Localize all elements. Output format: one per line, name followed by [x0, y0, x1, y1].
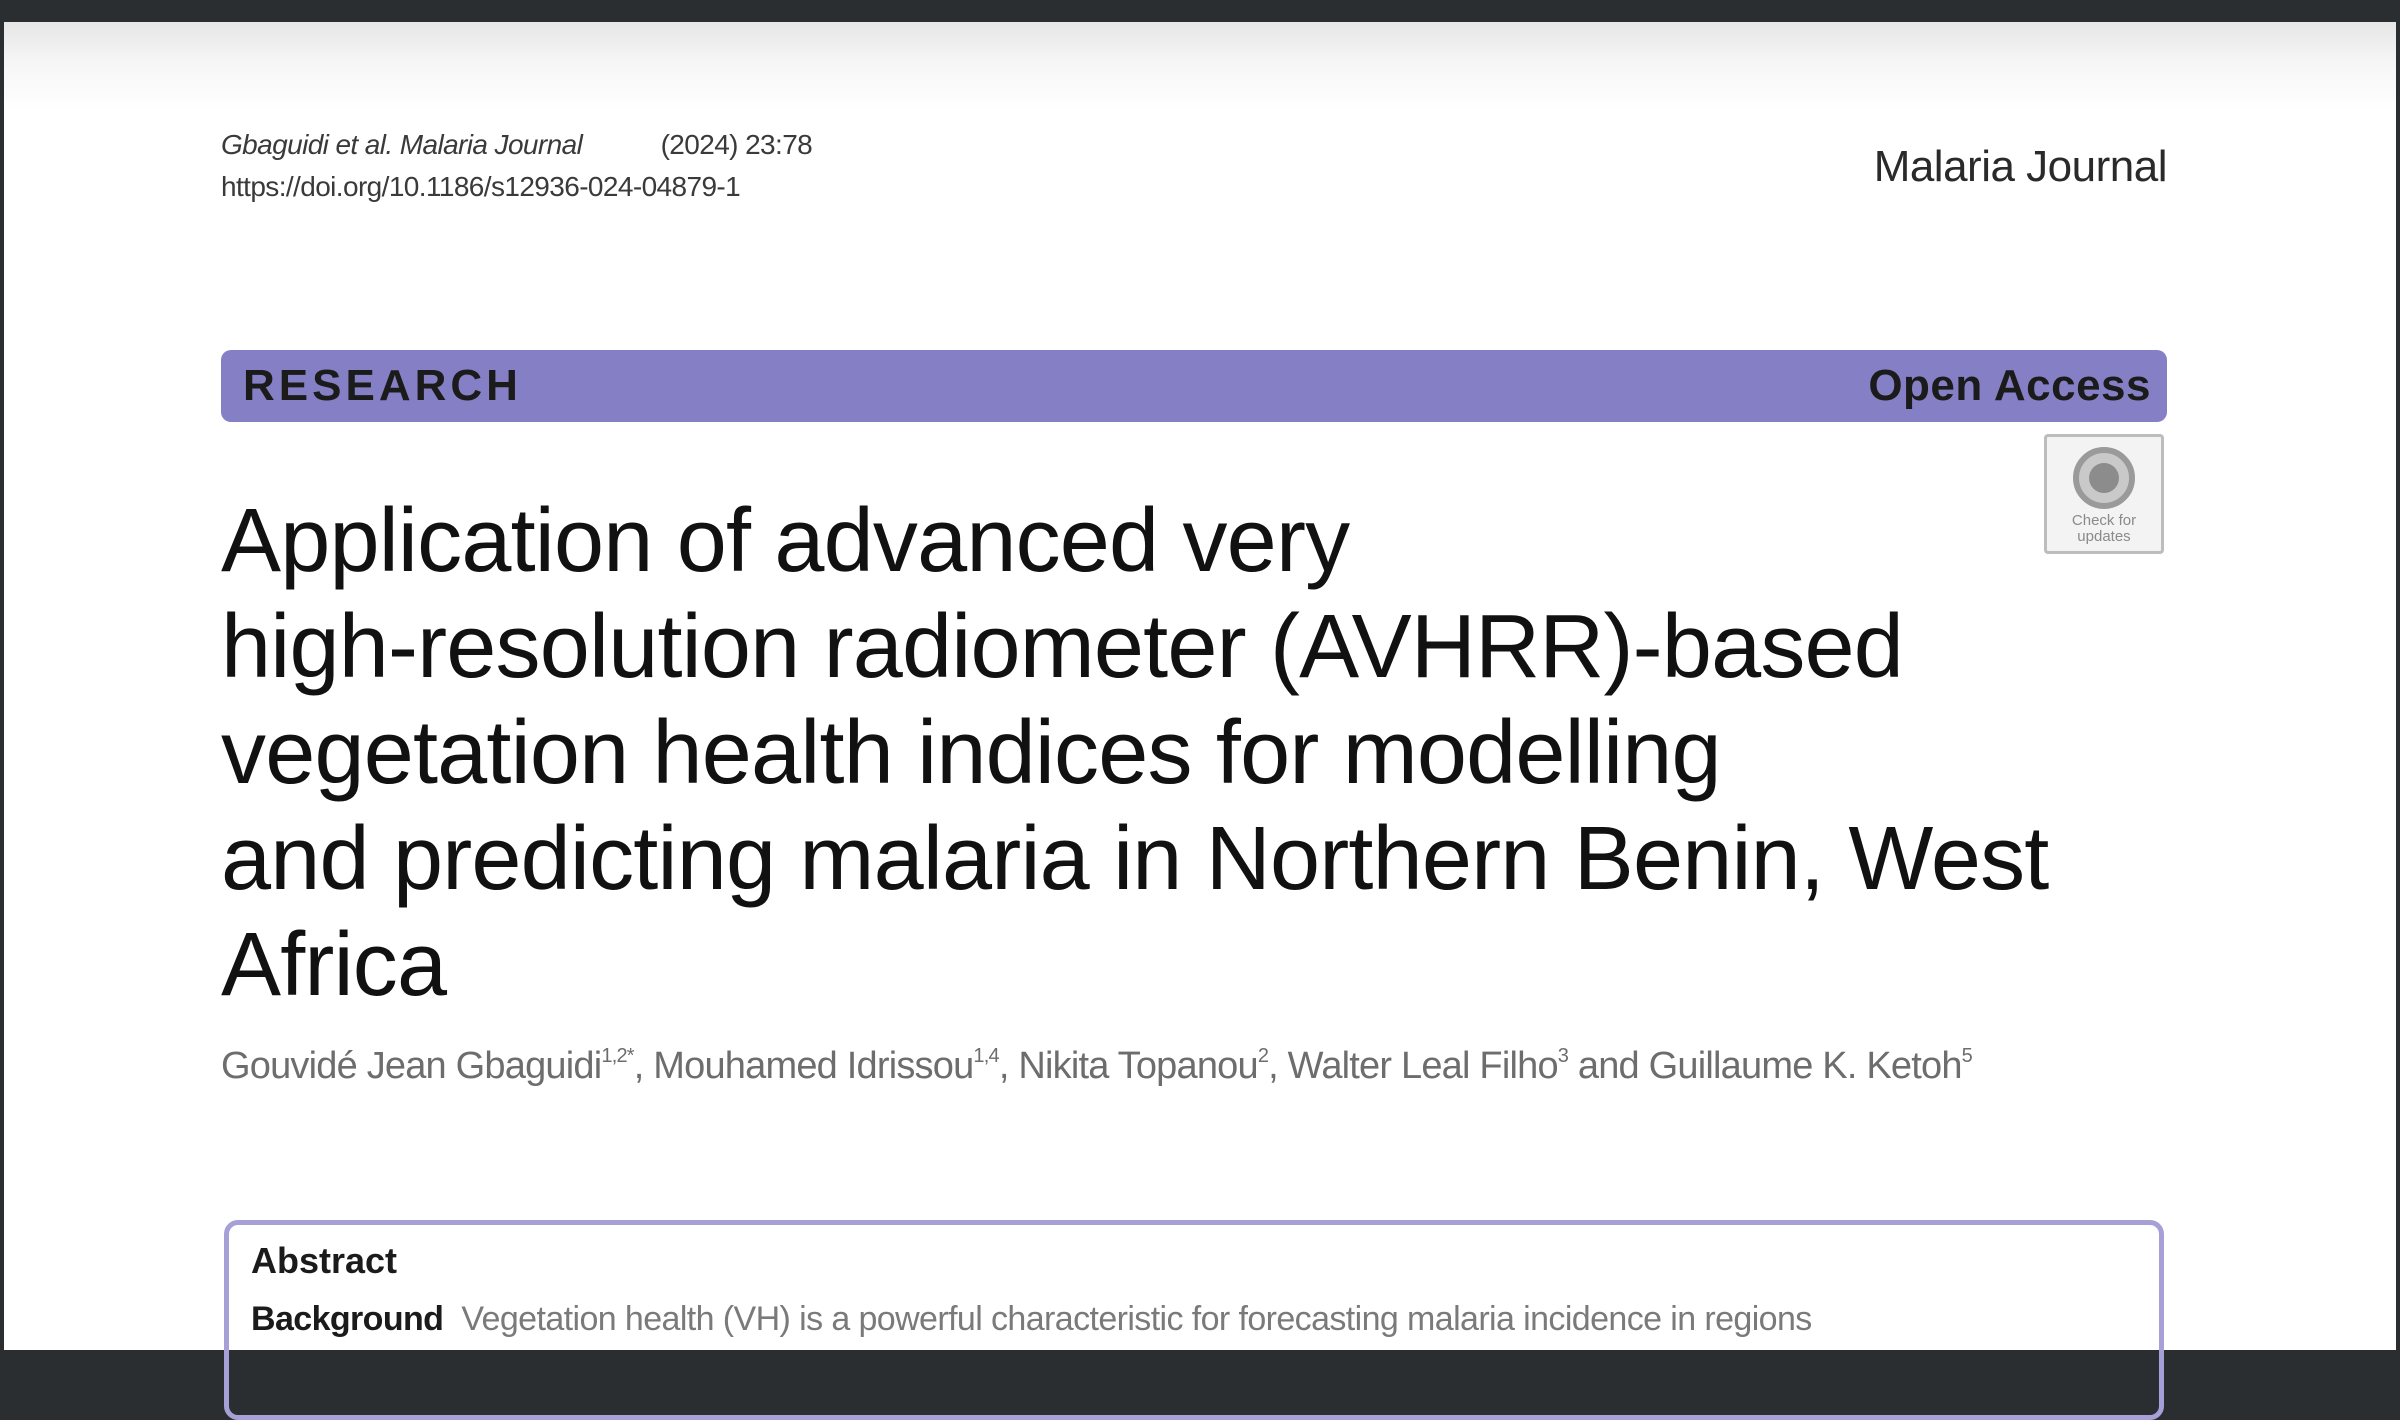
title-line: and predicting malaria in Northern Benin, West — [221, 809, 2049, 909]
journal-name: Malaria Journal — [1873, 142, 2167, 191]
doi-link[interactable]: https://doi.org/10.1186/s12936-024-04879-1 — [221, 171, 741, 202]
citation-volume: (2024) 23:78 — [660, 129, 813, 160]
author-list: Gouvidé Jean Gbaguidi$^{1,2*}$, Mouhamed Idrissou$^{1,4}$, Nikita Topanou$^2$, Walter Leal Filho$^3$ and Guillaume K. Ketoh$^5$ — [221, 1045, 1972, 1087]
author-name[interactable]: Mouhamed Idrissou — [653, 1045, 974, 1087]
page-top-shadow — [4, 22, 2396, 112]
citation-authors: Gbaguidi et al. — [221, 129, 393, 160]
author-affiliation: 5 — [1961, 1045, 1972, 1067]
abstract-heading: Abstract — [251, 1240, 398, 1281]
title-line: vegetation health indices for modelling — [221, 703, 1721, 803]
author-affiliation: 2 — [1257, 1045, 1269, 1067]
article-type-label: RESEARCH — [243, 361, 522, 410]
citation-line — [221, 124, 812, 166]
article-title — [221, 488, 2181, 1018]
authors-conjunction: and — [1577, 1045, 1639, 1087]
abstract-background-text: Vegetation health (VH) is a powerful characteristic for forecasting malaria incidence in regions — [461, 1300, 1812, 1338]
author-affiliation: 3 — [1557, 1045, 1569, 1067]
abstract-background — [251, 1300, 1812, 1339]
abstract-background-label: Background — [251, 1300, 444, 1338]
title-line: Africa — [221, 915, 447, 1015]
title-line: high-resolution radiometer (AVHRR)-based — [221, 597, 1904, 697]
title-line: Application of advanced very — [221, 491, 1350, 591]
author-name[interactable]: Gouvidé Jean Gbaguidi — [221, 1045, 602, 1087]
viewer-top-bar — [0, 0, 2400, 22]
author-name[interactable]: Walter Leal Filho — [1287, 1045, 1558, 1087]
article-type-banner — [221, 350, 2167, 422]
author-name[interactable]: Nikita Topanou — [1018, 1045, 1258, 1087]
author-affiliation: 1,2* — [601, 1045, 634, 1067]
citation-journal: Malaria Journal — [399, 129, 583, 160]
author-affiliation: 1,4 — [973, 1045, 999, 1067]
open-access-label: Open Access — [1868, 361, 2151, 410]
author-name[interactable]: Guillaume K. Ketoh — [1648, 1045, 1962, 1087]
article-meta — [221, 124, 812, 208]
check-updates-text: Check for updates — [2071, 512, 2137, 545]
